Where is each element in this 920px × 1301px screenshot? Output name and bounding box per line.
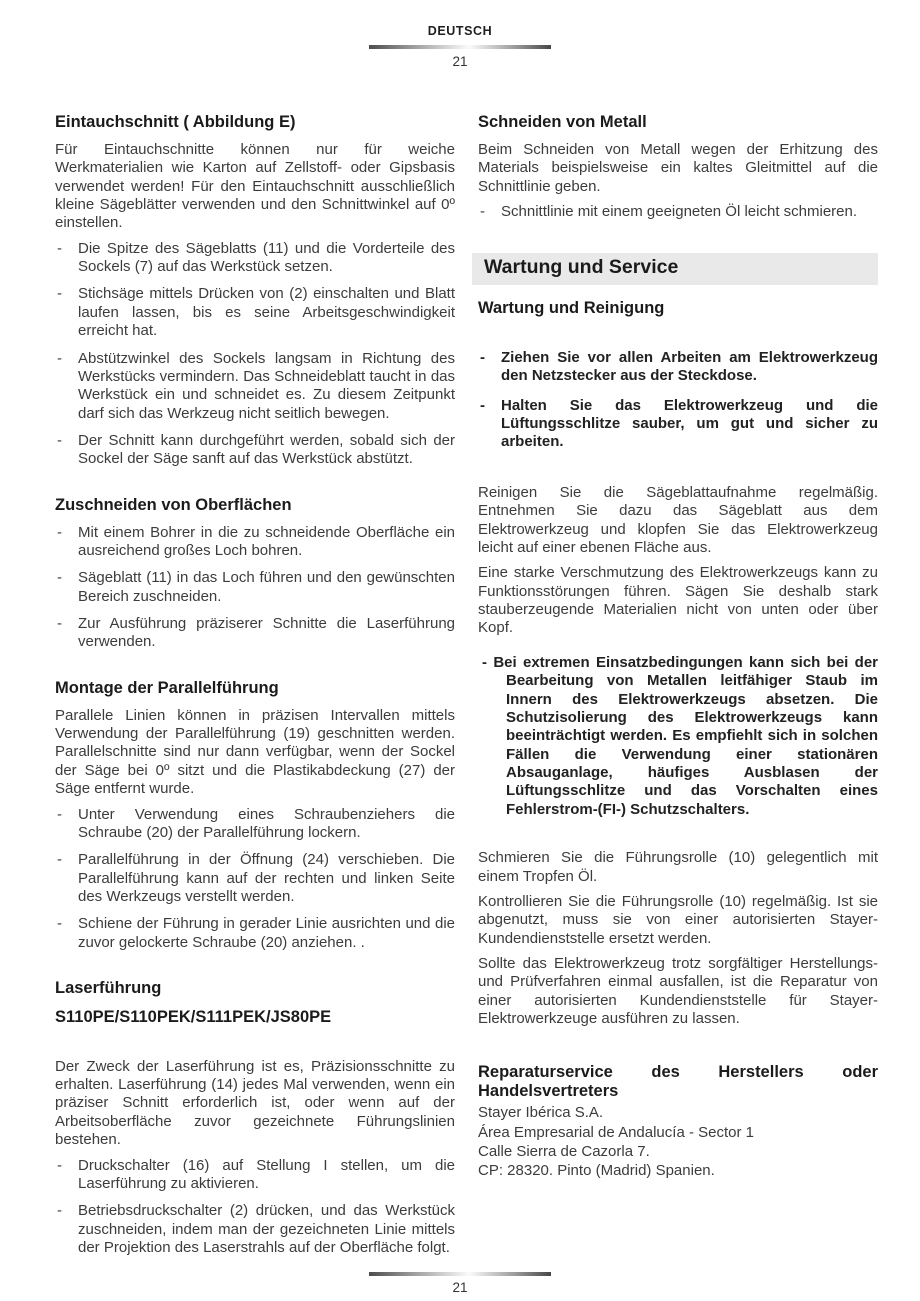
address-line: Calle Sierra de Cazorla 7. xyxy=(478,1142,650,1160)
paragraph: Für Eintauchschnitte können nur für weiche Werkmaterialien wie Karton auf Zellstoff- oder Gipsbasis verwendet werden! Für den Eintauchschnitt ausschließlich kleine Sägeblätter verwenden und den Schnittwinkel auf 0º einstellen. xyxy=(55,140,455,232)
bold-warning-note: - Bei extremen Einsatzbedingungen kann sich bei der Bearbeitung von Metallen leitfähiger Staub im Innern des Elektrowerkzeugs absetzen. Die Schutzisolierung des Elektrowerkzeugs kann beeinträchtigt werden. Es empfiehlt sich in solchen Fällen die Verwendung einer stationären Absauganlage, häufiges Ausblasen der Lüftungsschlitze und das Vorschalten eines Fehlerstrom-(FI-) Schutzschalters. xyxy=(478,654,878,819)
address-line: CP: 28320. Pinto (Madrid) Spanien. xyxy=(478,1162,715,1180)
paragraph: Reinigen Sie die Sägeblattaufnahme regelmäßig. Entnehmen Sie dazu das Sägeblatt aus dem Elektrowerkzeug und klopfen Sie das Elektrowerkzeug leicht auf einer ebenen Fläche aus. xyxy=(478,483,878,556)
list-item: - Zur Ausführung präziserer Schnitte die Laserführung verwenden. xyxy=(55,615,455,652)
section-title-reparaturservice: Reparaturservice des Herstellers oder Handelsvertreters xyxy=(478,1062,878,1101)
list-item: - Parallelführung in der Öffnung (24) verschieben. Die Parallelführung kann auf der rechten und linken Seite des Werkzeugs verstellt werden. xyxy=(55,851,455,906)
left-column xyxy=(55,113,455,1266)
list-item: - Betriebsdruckschalter (2) drücken, und das Werkstück zuschneiden, indem man der gezeichneten Linie mittels der Projektion des Laserstrahls auf der Oberfläche folgt. xyxy=(55,1202,455,1257)
list-item: - Druckschalter (16) auf Stellung I stellen, um die Laserführung zu aktivieren. xyxy=(55,1157,455,1194)
list-item: - Unter Verwendung eines Schraubenziehers die Schraube (20) der Parallelführung lockern. xyxy=(55,806,455,843)
list-item: - Mit einem Bohrer in die zu schneidende Oberfläche ein ausreichend großes Loch bohren. xyxy=(55,524,455,561)
bullet-list xyxy=(55,1157,455,1258)
list-item: - Die Spitze des Sägeblatts (11) und die Vorderteile des Sockels (7) auf das Werkstück setzen. xyxy=(55,240,455,277)
list-item: - Stichsäge mittels Drücken von (2) einschalten und Blatt laufen lassen, bis es seine Arbeitsgeschwindigkeit erreicht hat. xyxy=(55,285,455,340)
footer-page-number: 21 xyxy=(452,1280,468,1295)
section-band-wartung-und-service: Wartung und Service xyxy=(472,253,878,285)
section-title-eintauchschnitt: Eintauchschnitt ( Abbildung E) xyxy=(55,113,296,131)
bullet-list xyxy=(55,806,455,953)
header-divider-bar xyxy=(369,45,551,49)
address-line: Stayer Ibérica S.A. xyxy=(478,1104,604,1122)
paragraph: Der Zweck der Laserführung ist es, Präzisionsschnitte zu erhalten. Laserführung (14) jedes Mal verwenden, wenn ein präziser Schnitt erforderlich ist, oder wenn auf der Arbeitsoberfläche zuvor gezeichnete Führungslinien bestehen. xyxy=(55,1057,455,1149)
manufacturer-address xyxy=(478,1104,878,1181)
page-footer xyxy=(0,1272,920,1295)
list-item: - Schnittlinie mit einem geeigneten Öl leicht schmieren. xyxy=(478,203,878,221)
address-line: Área Empresarial de Andalucía - Sector 1 xyxy=(478,1123,754,1141)
list-item-bold: - Halten Sie das Elektrowerkzeug und die Lüftungsschlitze sauber, um gut und sicher zu arbeiten. xyxy=(478,397,878,452)
bullet-list xyxy=(478,203,878,221)
bullet-list xyxy=(55,240,455,469)
list-item: - Sägeblatt (11) in das Loch führen und den gewünschten Bereich zuschneiden. xyxy=(55,569,455,606)
subsection-title-wartung-und-reinigung: Wartung und Reinigung xyxy=(478,299,665,318)
footer-divider-bar xyxy=(369,1272,551,1276)
bullet-list xyxy=(55,524,455,652)
section-title-schneiden-von-metall: Schneiden von Metall xyxy=(478,113,647,131)
model-list-heading: S110PE/S110PEK/S111PEK/JS80PE xyxy=(55,1007,332,1026)
paragraph: Kontrollieren Sie die Führungsrolle (10) regelmäßig. Ist sie abgenutzt, muss sie von einer autorisierten Stayer-Kundendienststelle ersetzt werden. xyxy=(478,892,878,947)
paragraph: Schmieren Sie die Führungsrolle (10) gelegentlich mit einem Tropfen Öl. xyxy=(478,849,878,885)
header-page-number: 21 xyxy=(452,54,468,69)
paragraph: Beim Schneiden von Metall wegen der Erhitzung des Materials beispielsweise ein kaltes Gleitmittel auf die Schnittlinie geben. xyxy=(478,140,878,195)
list-item-bold: - Ziehen Sie vor allen Arbeiten am Elektrowerkzeug den Netzstecker aus der Steckdose. xyxy=(478,349,878,386)
list-item: - Der Schnitt kann durchgeführt werden, sobald sich der Sockel der Säge sanft auf das Werkstück abstützt. xyxy=(55,432,455,469)
paragraph: Eine starke Verschmutzung des Elektrowerkzeugs kann zu Funktionsstörungen führen. Sägen Sie deshalb stark stauberzeugende Materialien nicht von unten oder über Kopf. xyxy=(478,564,878,637)
section-title-laserfuehrung: Laserführung xyxy=(55,979,162,998)
bold-bullet-list xyxy=(478,349,878,452)
section-title-parallelfuehrung: Montage der Parallelführung xyxy=(55,678,279,697)
section-title-zuschneiden: Zuschneiden von Oberflächen xyxy=(55,495,292,514)
right-column xyxy=(478,113,878,1266)
list-item: - Abstützwinkel des Sockels langsam in Richtung des Werkstücks vermindern. Das Schneideblatt taucht in das Werkstück ein und schneidet es. Zu diesem Zeitpunkt darf sich das Werkzeug nicht seitlich bewegen. xyxy=(55,350,455,424)
page-header xyxy=(0,0,920,69)
paragraph: Sollte das Elektrowerkzeug trotz sorgfältiger Herstellungs- und Prüfverfahren einmal ausfallen, ist die Reparatur von einer autorisierten Kundendienststelle für Stayer-Elektrowerkzeuge ausführen zu lassen. xyxy=(478,955,878,1028)
paragraph: Parallele Linien können in präzisen Intervallen mittels Verwendung der Parallelführung (19) geschnitten werden. Parallelschnitte sind nur dann verfügbar, wenn der Sockel der Säge bei 0º sitzt und die Plastikabdeckung (27) der Säge entfernt wurde. xyxy=(55,706,455,798)
list-item: - Schiene der Führung in gerader Linie ausrichten und die zuvor gelockerte Schraube (20) anziehen. . xyxy=(55,915,455,952)
language-label: DEUTSCH xyxy=(427,24,493,38)
document-body xyxy=(55,113,920,1266)
